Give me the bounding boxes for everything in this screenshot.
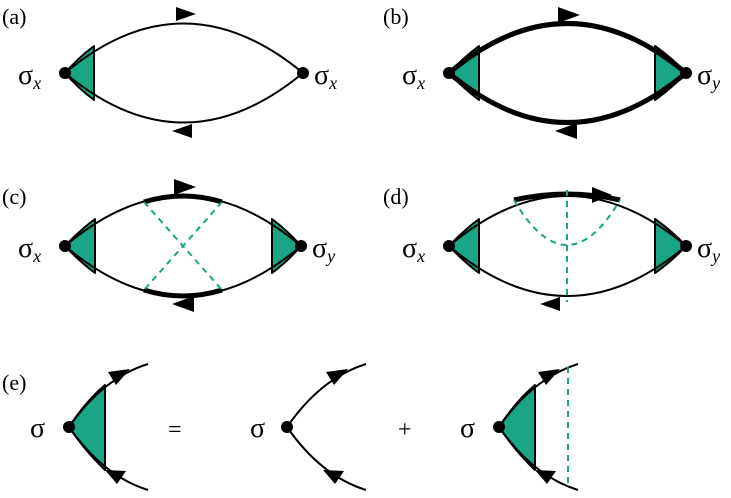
panel-e-term2-sigma-label: σ — [250, 413, 266, 444]
panel-e-equals-sign: = — [168, 417, 182, 443]
panel-d-label: (d) — [383, 184, 409, 209]
panel-e-term2-incoming-line — [287, 427, 366, 490]
panel-a-left-vertex-dot — [59, 67, 71, 79]
panel-b-label: (b) — [383, 4, 409, 29]
panel-d-left-vertex-dot — [443, 240, 455, 252]
panel-a — [2, 4, 337, 138]
panel-c-upper-propagator — [65, 196, 301, 246]
panel-d — [383, 184, 720, 311]
panel-c-label: (c) — [2, 184, 27, 209]
panel-e-term3-sigma-label: σ — [460, 413, 476, 444]
panel-d-lower-arrow-icon — [540, 297, 560, 311]
panel-e-label: (e) — [2, 370, 27, 395]
panel-e-dressed-vertex — [30, 364, 148, 490]
panel-c-upper-arrow-icon — [174, 179, 196, 195]
panel-e-term3-vertex-dot — [493, 421, 505, 433]
panel-b-upper-arrow-icon — [558, 7, 580, 23]
panel-c-upper-dressed-segment — [144, 196, 222, 202]
panel-e-ladder-term — [460, 364, 578, 490]
panel-a-upper-propagator — [65, 24, 303, 74]
panel-e-term1-sigma-label: σ — [30, 413, 46, 444]
panel-a-left-sigma-label: σx — [18, 60, 42, 93]
panel-e-term3-incoming-arrow-icon — [535, 470, 556, 484]
panel-b — [383, 4, 720, 139]
panel-b-right-vertex-dot — [680, 67, 692, 79]
panel-e — [2, 364, 578, 490]
panel-e-term2-incoming-arrow-icon — [323, 470, 344, 484]
panel-b-lower-arrow-icon — [555, 123, 577, 139]
panel-c-lower-propagator — [65, 246, 301, 296]
panel-c-left-vertex-dot — [59, 240, 71, 252]
panel-e-term1-incoming-arrow-icon — [105, 470, 126, 484]
panel-d-left-sigma-label: σx — [402, 233, 426, 266]
panel-c — [2, 179, 335, 312]
panel-a-upper-arrow-icon — [176, 7, 196, 21]
panel-d-right-vertex-dot — [680, 240, 692, 252]
panel-c-lower-dressed-segment — [144, 290, 222, 296]
panel-e-plus-sign: + — [398, 417, 412, 443]
panel-a-lower-propagator — [65, 73, 303, 123]
panel-a-lower-arrow-icon — [172, 124, 192, 138]
panel-b-right-sigma-label: σy — [697, 60, 721, 93]
panel-c-right-sigma-label: σy — [312, 233, 336, 266]
panel-b-upper-dressed-propagator — [449, 24, 686, 74]
panel-b-left-sigma-label: σx — [402, 60, 426, 93]
panel-c-right-vertex-dot — [295, 240, 307, 252]
panel-e-term2-outgoing-line — [287, 364, 366, 427]
panel-e-term2-vertex-dot — [281, 421, 293, 433]
panel-b-lower-dressed-propagator — [449, 73, 686, 123]
panel-b-left-vertex-dot — [443, 67, 455, 79]
panel-c-left-sigma-label: σx — [18, 233, 42, 266]
panel-a-label: (a) — [2, 4, 27, 29]
panel-a-right-sigma-label: σx — [314, 60, 338, 93]
panel-d-right-sigma-label: σy — [697, 233, 721, 266]
panel-e-term1-vertex-dot — [63, 421, 75, 433]
panel-e-bare-vertex — [250, 364, 366, 490]
panel-a-right-vertex-dot — [297, 67, 309, 79]
